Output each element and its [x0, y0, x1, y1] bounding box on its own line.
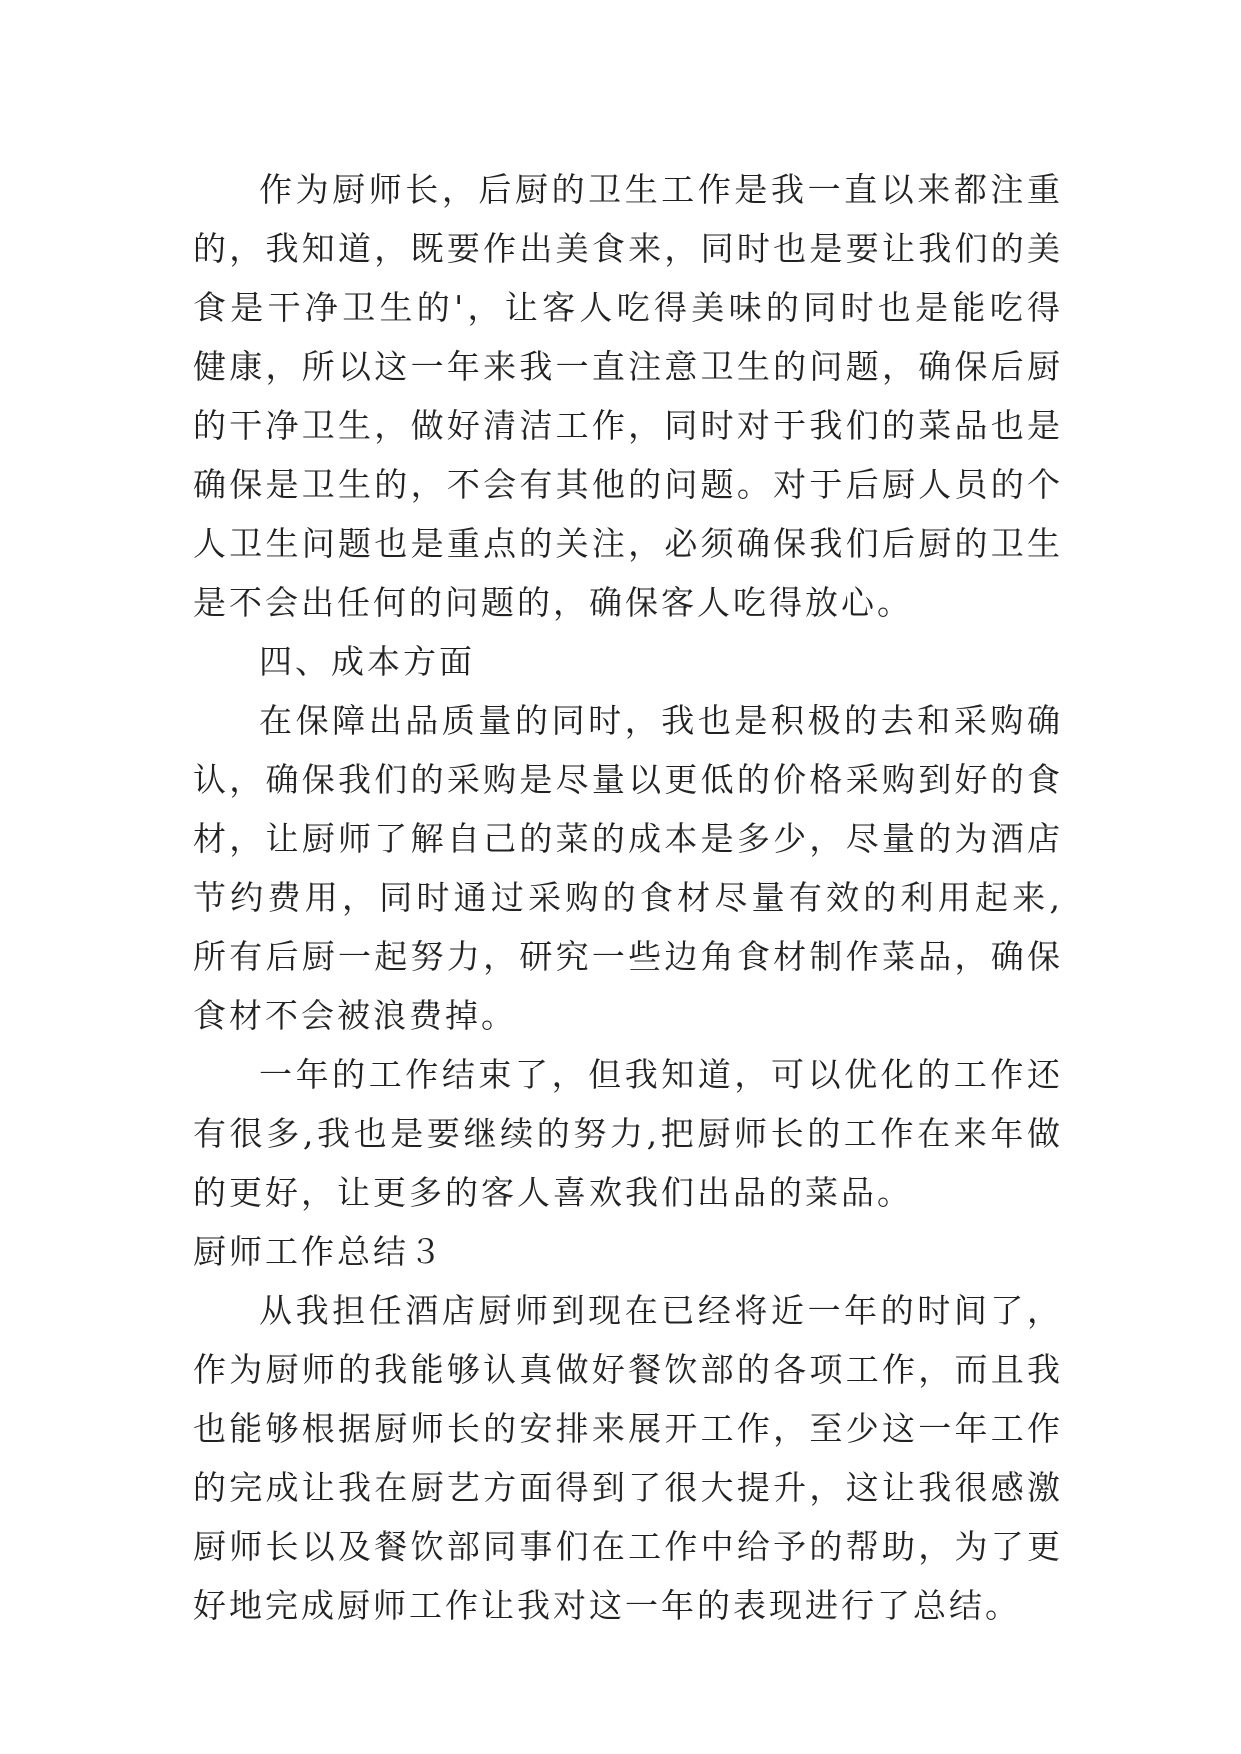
paragraph-intro: 从我担任酒店厨师到现在已经将近一年的时间了，作为厨师的我能够认真做好餐饮部的各项工作，而且我也能够根据厨师长的安排来展开工作，至少这一年工作的完成让我在厨艺方面得到了很大提升，这让我很感激厨师长以及餐饮部同事们在工作中给予的帮助，为了更好地完成厨师工作让我对这一年的表现进行了总结。 [193, 1291, 1063, 1625]
section-title: 厨师工作总结３ [193, 1232, 445, 1271]
paragraph-hygiene: 作为厨师长，后厨的卫生工作是我一直以来都注重的，我知道，既要作出美食来，同时也是要让我们的美食是干净卫生的'，让客人吃得美味的同时也是能吃得健康，所以这一年来我一直注意卫生的问题，确保后厨的干净卫生，做好清洁工作，同时对于我们的菜品也是确保是卫生的，不会有其他的问题。对于后厨人员的个人卫生问题也是重点的关注，必须确保我们后厨的卫生是不会出任何的问题的，确保客人吃得放心。 [193, 170, 1063, 622]
document-page [193, 160, 1063, 1635]
subheading-cost: 四、成本方面 [259, 642, 475, 681]
paragraph-cost: 在保障出品质量的同时，我也是积极的去和采购确认，确保我们的采购是尽量以更低的价格采购到好的食材，让厨师了解自己的菜的成本是多少，尽量的为酒店节约费用，同时通过采购的食材尽量有效的利用起来,所有后厨一起努力，研究一些边角食材制作菜品，确保食材不会被浪费掉。 [193, 701, 1063, 1035]
paragraph-conclusion: 一年的工作结束了，但我知道，可以优化的工作还有很多,我也是要继续的努力,把厨师长的工作在来年做的更好，让更多的客人喜欢我们出品的菜品。 [193, 1055, 1063, 1212]
